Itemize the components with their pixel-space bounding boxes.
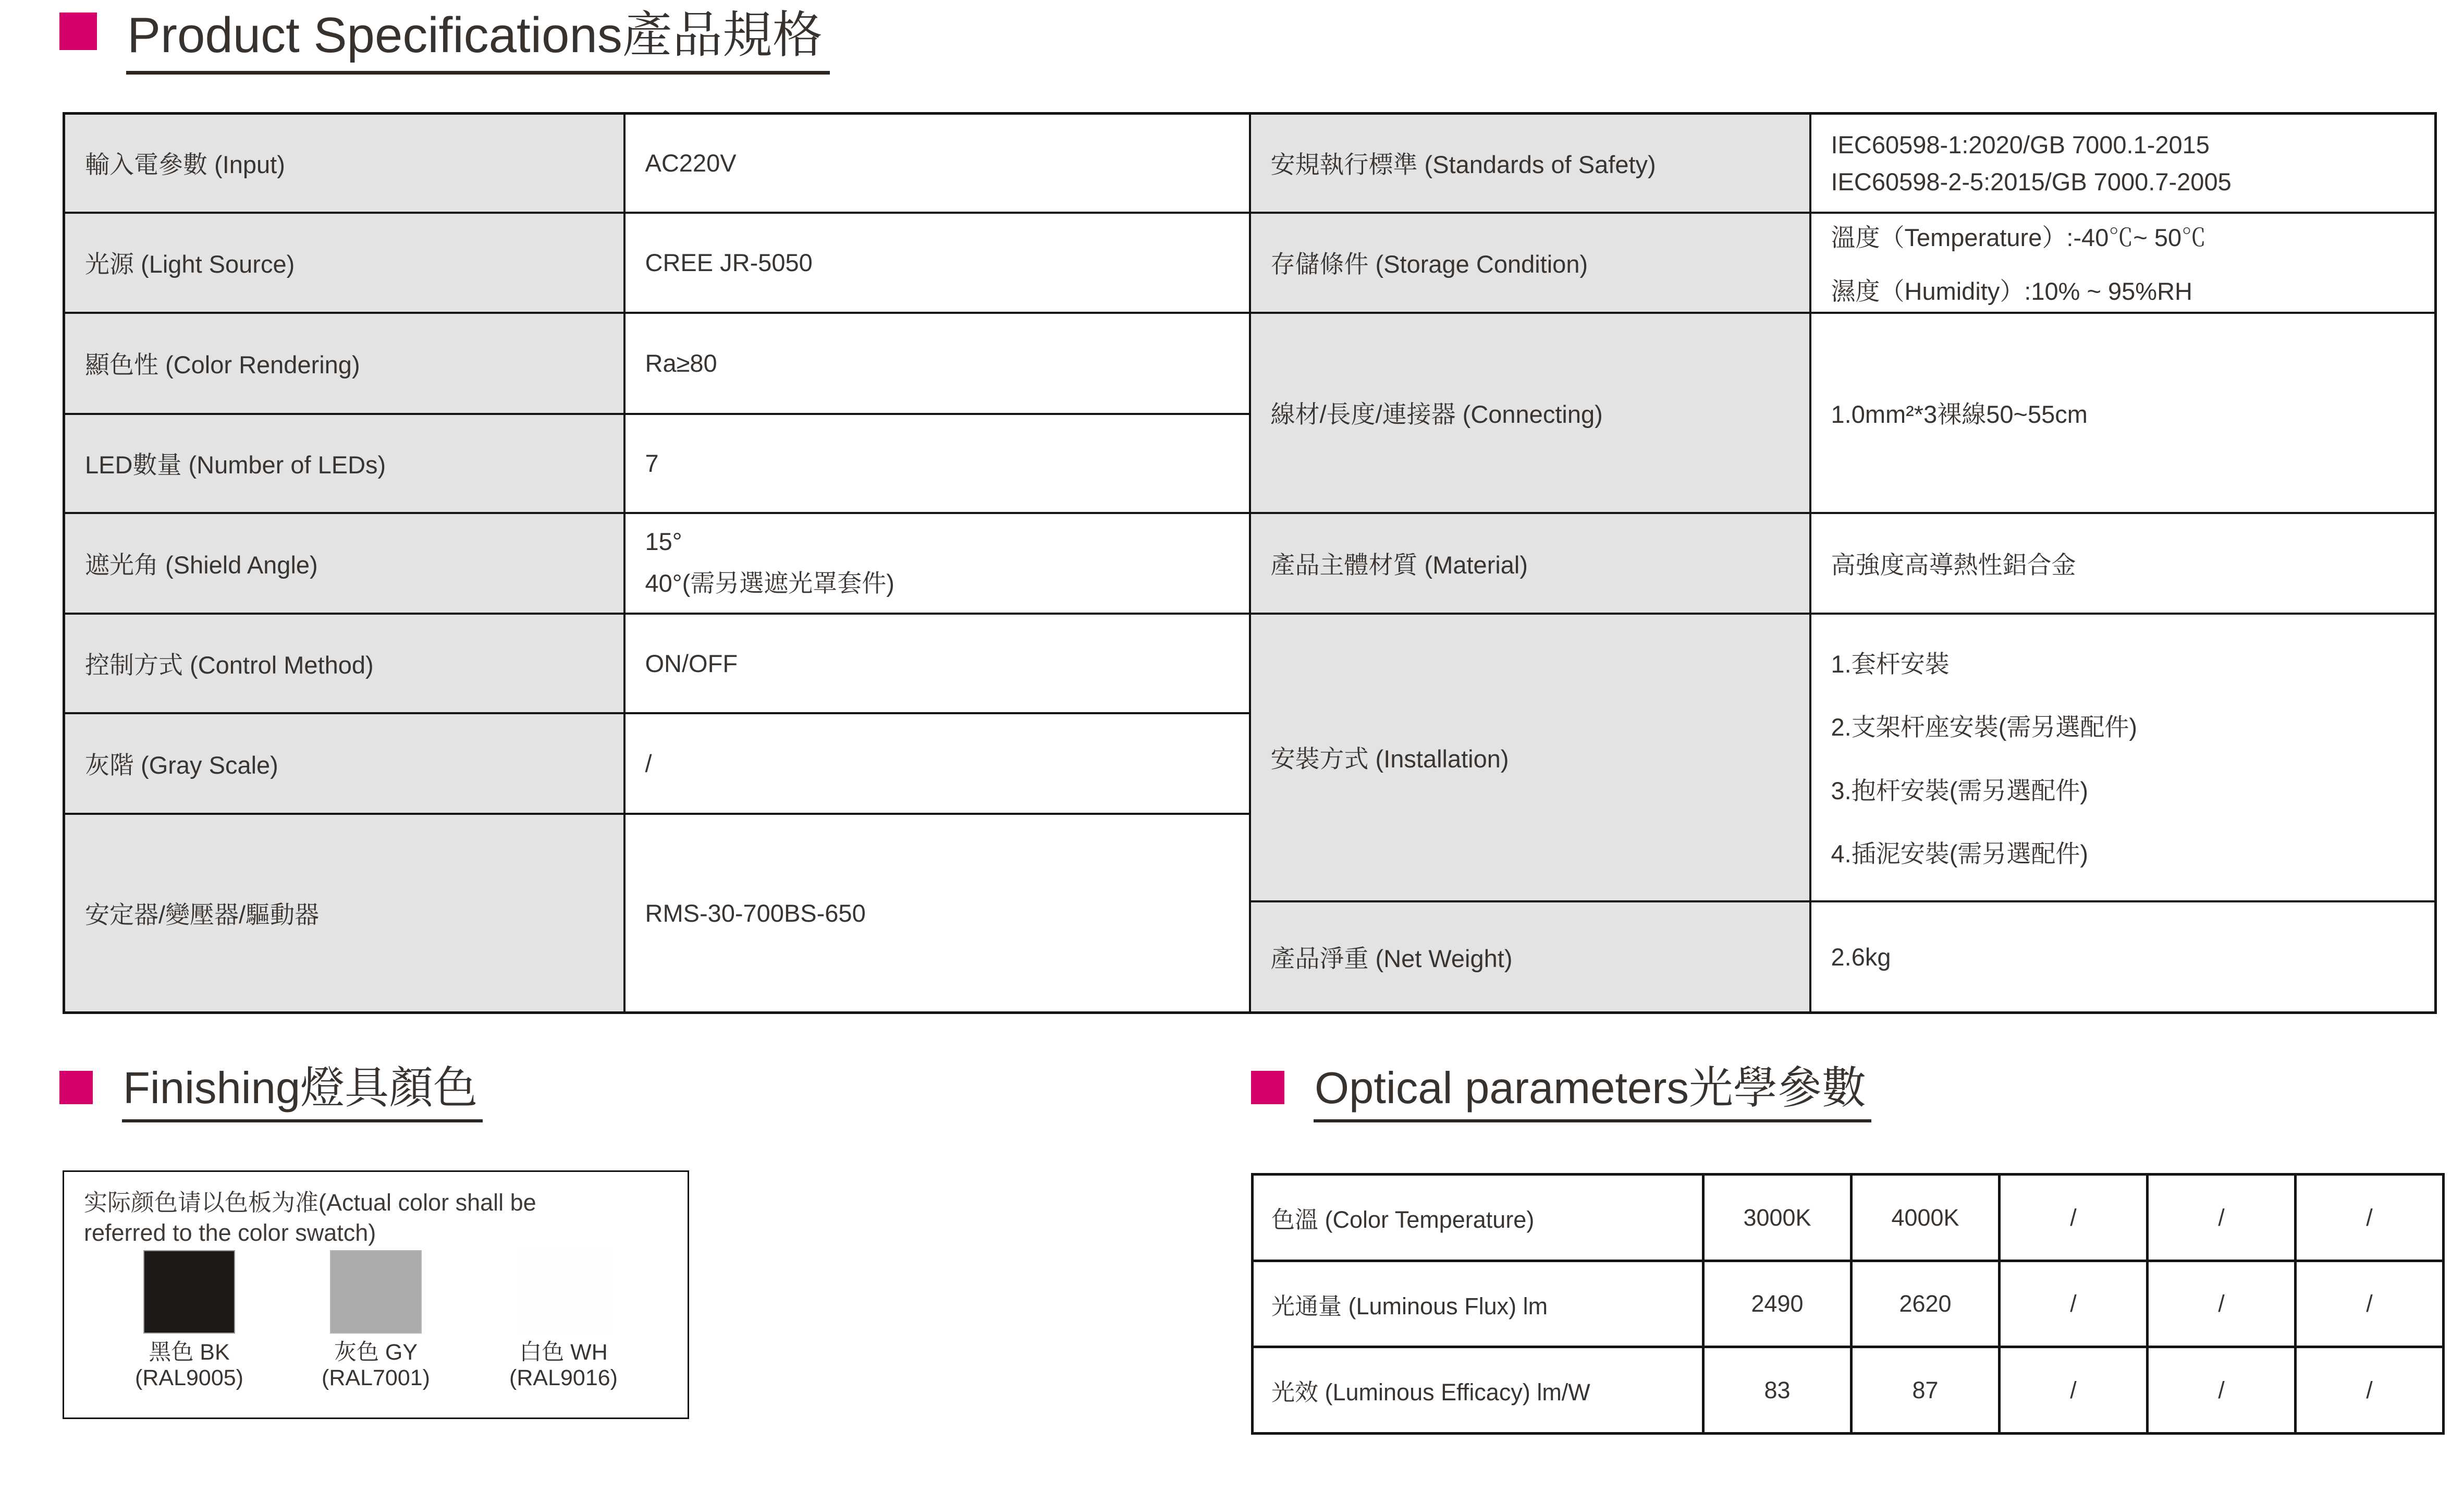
color-temperature-value-cell: / [2000,1175,2148,1261]
input-label-cell: 輸入電參數 (Input) [64,114,624,213]
swatch-white [485,1250,642,1391]
optical-parameters-table [1251,1173,2445,1435]
color-temperature-value-cell: 4000K [1852,1175,2000,1261]
luminous-efficacy-label-cell: 光效 (Luminous Efficacy) lm/W [1253,1347,1703,1434]
page-title: Product Specifications產品規格 [126,7,830,75]
optical-parameters-header [1251,1064,1871,1122]
optical-row-luminous-efficacy [1253,1347,2444,1434]
color-note [84,1188,677,1248]
optical-row-color-temperature [1253,1175,2444,1261]
luminous-efficacy-value-cell: / [2148,1347,2296,1434]
driver-value-cell: RMS-30-700BS-650 [624,814,1250,1013]
spec-row-6 [64,614,2436,713]
storage-value-cell [1810,213,2436,313]
color-note-line: 实际颜色请以色板为准(Actual color shall be [84,1189,536,1216]
led-count-value-cell: 7 [624,414,1250,513]
luminous-efficacy-value-cell: 83 [1703,1347,1852,1434]
swatch-name: 黑色 BK [149,1340,230,1365]
shield-angle-line: 15° [645,528,682,555]
light-source-value-cell: CREE JR-5050 [624,213,1250,313]
color-rendering-value-cell: Ra≥80 [624,313,1250,414]
color-temperature-label-cell: 色溫 (Color Temperature) [1253,1175,1703,1261]
storage-label-cell: 存儲條件 (Storage Condition) [1250,213,1810,313]
gray-scale-label-cell: 灰階 (Gray Scale) [64,713,624,814]
luminous-flux-value-cell: 2490 [1703,1261,1852,1347]
control-method-label-cell: 控制方式 (Control Method) [64,614,624,713]
standards-value-cell [1810,114,2436,213]
storage-line: 濕度（Humidity）:10% ~ 95%RH [1831,277,2192,305]
material-label-cell: 產品主體材質 (Material) [1250,513,1810,614]
swatch-name: 白色 WH [519,1340,608,1365]
standards-line: IEC60598-1:2020/GB 7000.1-2015 [1831,130,2210,158]
luminous-flux-value-cell: 2620 [1852,1261,2000,1347]
black-color-swatch [143,1250,235,1334]
installation-label-cell: 安裝方式 (Installation) [1250,614,1810,901]
standards-label-cell: 安規執行標準 (Standards of Safety) [1250,114,1810,213]
installation-line: 1.套杆安裝 [1831,650,1950,678]
finishing-title: Finishing燈具顏色 [122,1064,483,1122]
product-specifications-header [59,7,830,75]
installation-line: 4.插泥安裝(需另選配件) [1831,840,2088,868]
driver-label-cell: 安定器/變壓器/驅動器 [64,814,624,1013]
shield-angle-line: 40°(需另選遮光罩套件) [645,569,894,597]
storage-line: 溫度（Temperature）:-40℃~ 50℃ [1831,223,2206,251]
shield-angle-label-cell: 遮光角 (Shield Angle) [64,513,624,614]
swatch-ral-code: (RAL9016) [509,1365,618,1391]
luminous-flux-value-cell: / [2296,1261,2444,1347]
gray-scale-value-cell: / [624,713,1250,814]
finishing-color-box [63,1170,689,1419]
luminous-efficacy-value-cell: 87 [1852,1347,2000,1434]
luminous-efficacy-value-cell: / [2296,1347,2444,1434]
optical-row-luminous-flux [1253,1261,2444,1347]
swatch-black [111,1250,267,1391]
net-weight-label-cell: 產品淨重 (Net Weight) [1250,901,1810,1013]
installation-value-cell [1810,614,2436,901]
input-value-cell: AC220V [624,114,1250,213]
led-count-label-cell: LED數量 (Number of LEDs) [64,414,624,513]
luminous-efficacy-value-cell: / [2000,1347,2148,1434]
color-temperature-value-cell: 3000K [1703,1175,1852,1261]
color-temperature-value-cell: / [2296,1175,2444,1261]
magenta-bullet-icon [1251,1071,1284,1104]
luminous-flux-label-cell: 光通量 (Luminous Flux) lm [1253,1261,1703,1347]
luminous-flux-value-cell: / [2000,1261,2148,1347]
spec-row-1 [64,114,2436,213]
magenta-bullet-icon [59,1071,93,1104]
swatch-ral-code: (RAL7001) [322,1365,430,1391]
magenta-bullet-icon [59,13,97,50]
installation-line: 3.抱杆安裝(需另選配件) [1831,776,2088,804]
color-temperature-value-cell: / [2148,1175,2296,1261]
color-note-line: referred to the color swatch) [84,1219,376,1246]
control-method-value-cell: ON/OFF [624,614,1250,713]
swatch-name: 灰色 GY [334,1340,418,1365]
swatch-gray [298,1250,454,1391]
installation-line: 2.支架杆座安裝(需另選配件) [1831,713,2137,741]
color-rendering-label-cell: 顯色性 (Color Rendering) [64,313,624,414]
spec-row-2 [64,213,2436,313]
swatch-ral-code: (RAL9005) [135,1365,243,1391]
white-color-swatch [518,1250,609,1334]
shield-angle-value-cell [624,513,1250,614]
gray-color-swatch [330,1250,422,1334]
finishing-header [59,1064,483,1122]
spec-row-5 [64,513,2436,614]
net-weight-value-cell: 2.6kg [1810,901,2436,1013]
product-spec-table [63,112,2437,1014]
standards-line: IEC60598-2-5:2015/GB 7000.7-2005 [1831,167,2232,195]
material-value-cell: 高強度高導熱性鋁合金 [1810,513,2436,614]
connecting-value-cell: 1.0mm²*3裸線50~55cm [1810,313,2436,513]
light-source-label-cell: 光源 (Light Source) [64,213,624,313]
optical-title: Optical parameters光學參數 [1314,1064,1871,1122]
spec-row-3 [64,313,2436,414]
luminous-flux-value-cell: / [2148,1261,2296,1347]
connecting-label-cell: 線材/長度/連接器 (Connecting) [1250,313,1810,513]
